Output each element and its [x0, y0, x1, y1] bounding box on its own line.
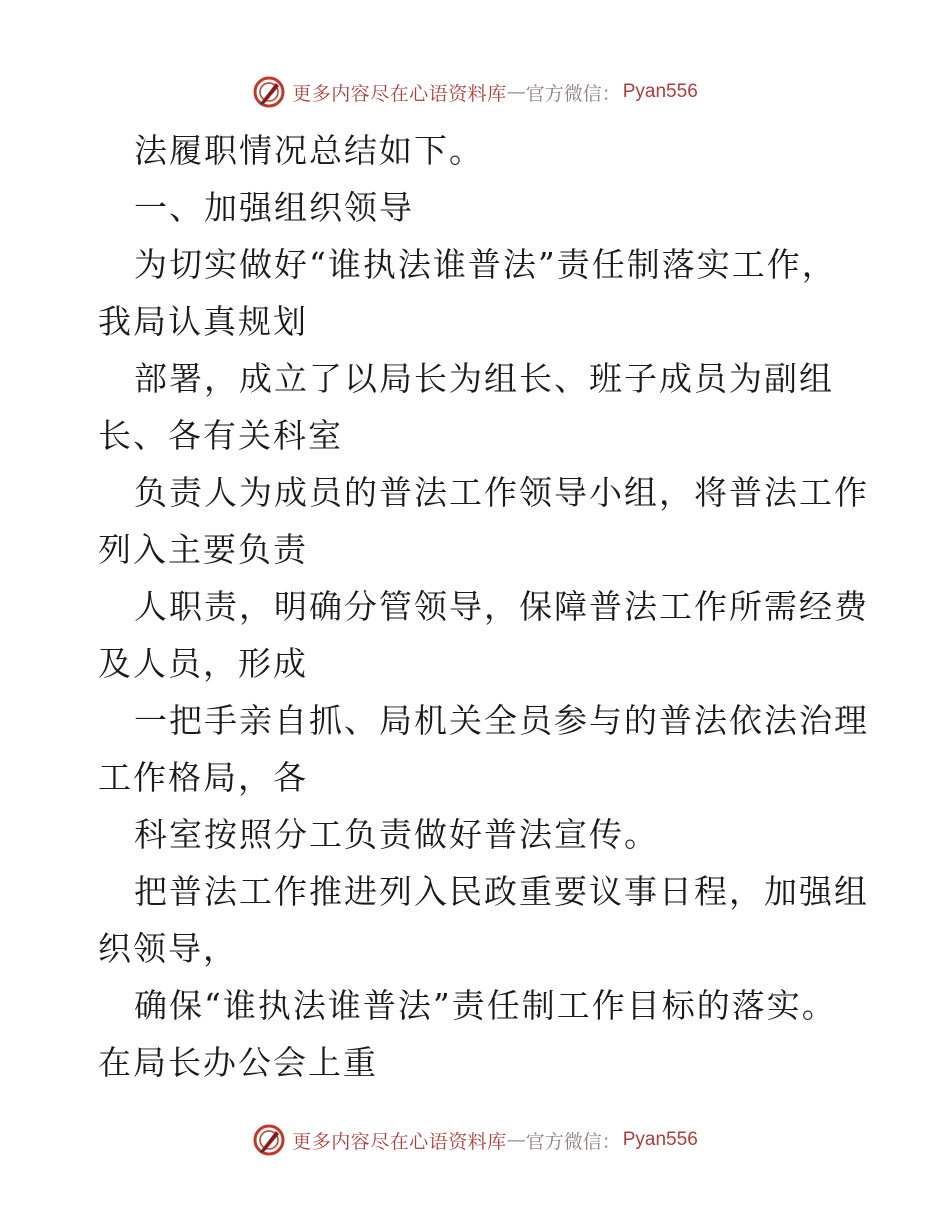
header-watermark	[0, 72, 950, 112]
body-line: 我局认真规划	[98, 302, 308, 341]
body-line: 确保“谁执法谁普法”责任制工作目标的落实。	[134, 986, 837, 1025]
body-line: 法履职情况总结如下。	[134, 131, 484, 170]
body-line: 工作格局，各	[98, 758, 308, 797]
body-line: 把普法工作推进列入民政重要议事日程，加强组	[134, 872, 869, 911]
body-line: 及人员，形成	[98, 644, 308, 683]
watermark-wechat-label: 官方微信：	[525, 82, 621, 105]
watermark-wechat-label: 官方微信：	[525, 1130, 621, 1153]
watermark-separator: —	[506, 1129, 526, 1151]
watermark-separator: —	[506, 81, 526, 103]
watermark-text: 更多内容尽在心语资料库	[292, 82, 507, 105]
section-heading: 一、加强组织领导	[134, 188, 414, 227]
watermark-text: 更多内容尽在心语资料库	[292, 1130, 507, 1153]
body-line: 列入主要负责	[98, 530, 308, 569]
body-line: 长、各有关科室	[98, 416, 343, 455]
body-line: 织领导，	[98, 929, 238, 968]
body-line: 科室按照分工负责做好普法宣传。	[134, 815, 659, 854]
body-line: 负责人为成员的普法工作领导小组，将普法工作	[134, 473, 869, 512]
body-line: 为切实做好“谁执法谁普法”责任制落实工作，	[134, 245, 837, 284]
body-line: 部署，成立了以局长为组长、班子成员为副组	[134, 359, 834, 398]
quill-pen-logo-icon	[252, 75, 286, 109]
footer-watermark	[0, 1120, 950, 1160]
watermark-wechat-id: Pyan556	[622, 81, 698, 102]
document-body	[98, 122, 869, 1091]
watermark-wechat-id: Pyan556	[622, 1129, 698, 1150]
body-line: 在局长办公会上重	[98, 1043, 378, 1082]
body-line: 人职责，明确分管领导，保障普法工作所需经费	[134, 587, 869, 626]
body-line: 一把手亲自抓、局机关全员参与的普法依法治理	[134, 701, 869, 740]
quill-pen-logo-icon	[252, 1123, 286, 1157]
